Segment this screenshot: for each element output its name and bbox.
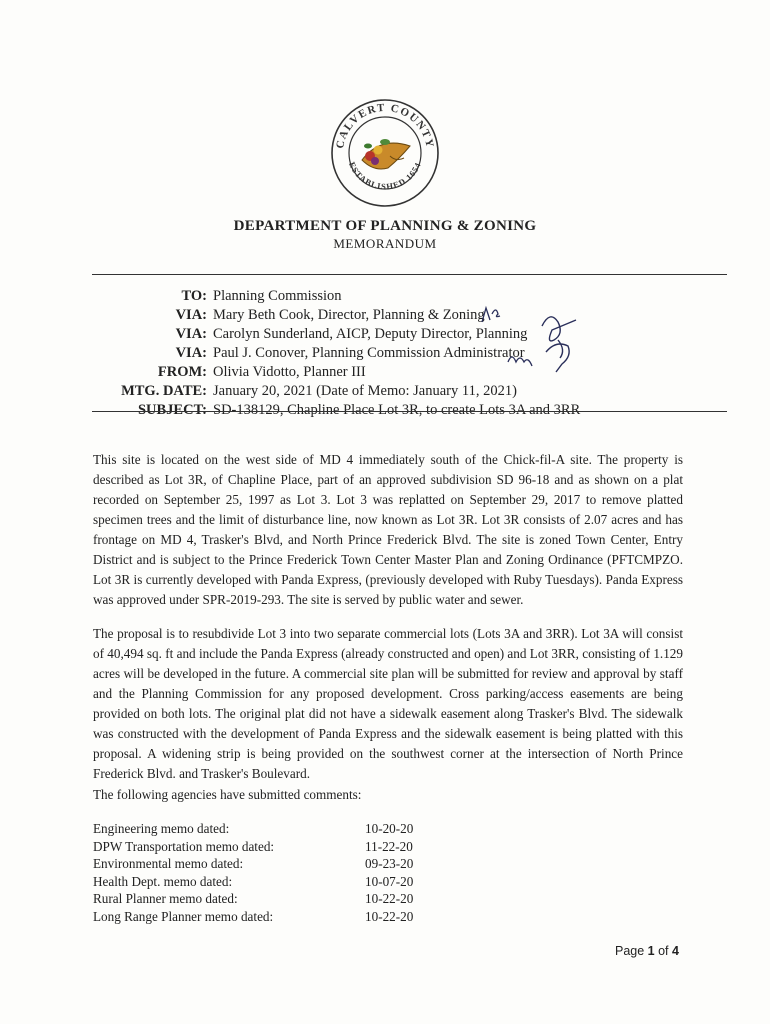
header-bottom-rule (92, 411, 727, 412)
paragraph-proposal: The proposal is to resubdivide Lot 3 into two separate commercial lots (Lots 3A and 3RR). Lot 3A will consist of 40,494 sq. ft and include the Panda Express (already constructed and open) and Lot 3RR, consisting of 1.129 acres will be developed in the future. A commercial site plan will be submitted for review and approval by staff and the Planning Commission for any proposed development. Cross parking/access easements are being provided on both lots. The original plat did not have a sidewalk easement along Trasker's Blvd. The sidewalk was constructed with the development of Panda Express and the sidewalk easement is being platted with this proposal. A widening strip is being provided on the southwest corner at the intersection of North Prince Frederick Blvd. and Trasker's Boulevard. (93, 626, 683, 781)
agency-date: 10-07-20 (365, 873, 414, 889)
agency-date: 10-22-20 (365, 908, 414, 924)
list-item (93, 891, 433, 909)
agency-date: 09-23-20 (365, 856, 414, 871)
header-value: Mary Beth Cook, Director, Planning & Zoning (213, 307, 485, 323)
page-prefix: Page (615, 944, 648, 958)
header-label: VIA: (175, 307, 207, 323)
header-row-to (0, 288, 770, 308)
header-label: TO: (181, 288, 207, 304)
header-row-subject (0, 402, 770, 422)
svg-text:CALVERT COUNTY: CALVERT COUNTY (334, 101, 436, 150)
list-item (93, 821, 433, 839)
header-label: MTG. DATE: (121, 383, 207, 399)
header-value: January 20, 2021 (Date of Memo: January 11, 2021) (213, 383, 517, 399)
paragraph-site-description: This site is located on the west side of MD 4 immediately south of the Chick-fil-A site. The property is described as Lot 3R, of Chapline Place, part of an approved subdivision SD 96-18 and as shown on a plat recorded on September 25, 1997 as Lot 3. Lot 3 was replatted on September 29, 2017 to remove platted specimen trees and the limit of disturbance line, now known as Lot 3R. Lot 3R consists of 2.07 acres and has frontage on MD 4, Trasker's Blvd, and North Prince Frederick Blvd. The site is zoned Town Center, Entry District and is subject to the Prince Frederick Town Center Master Plan and Zoning Ordinance (PFTCMPZO. Lot 3R is currently developed with Panda Express, (previously developed with Ruby Tuesdays). Panda Express was approved under SPR-2019-293. The site is served by public water and sewer. (93, 452, 683, 607)
agency-name: Engineering memo dated: (93, 821, 230, 836)
agency-name: Rural Planner memo dated: (93, 891, 238, 906)
page-current: 1 (647, 944, 655, 958)
header-value: Olivia Vidotto, Planner III (213, 364, 366, 380)
agency-comments-list (93, 821, 433, 926)
svg-text:ESTABLISHED 1654: ESTABLISHED 1654 (347, 160, 423, 192)
header-row-via-administrator (0, 345, 770, 365)
agency-date: 10-22-20 (365, 891, 414, 906)
agency-date: 11-22-20 (365, 838, 413, 854)
header-row-from (0, 364, 770, 384)
page-number-footer (615, 944, 679, 958)
agency-name: Health Dept. memo dated: (93, 873, 233, 889)
agency-name: Long Range Planner memo dated: (93, 908, 274, 924)
memo-type: MEMORANDUM (333, 236, 437, 251)
agency-date: 10-20-20 (365, 821, 414, 836)
department-title: DEPARTMENT OF PLANNING & ZONING (233, 218, 537, 234)
list-item (93, 874, 433, 892)
agency-name: Environmental memo dated: (93, 856, 244, 871)
header-row-meeting-date (0, 383, 770, 403)
page-total: 4 (672, 944, 679, 958)
header-label: VIA: (175, 345, 207, 361)
paragraph-agencies-intro: The following agencies have submitted comments: (93, 787, 362, 802)
list-item (93, 909, 433, 927)
header-label: VIA: (175, 326, 207, 342)
agency-name: DPW Transportation memo dated: (93, 838, 275, 854)
header-label: FROM: (157, 364, 207, 380)
header-row-via-deputy (0, 326, 770, 346)
header-value: SD-138129, Chapline Place Lot 3R, to create Lots 3A and 3RR (213, 402, 581, 418)
header-value: Carolyn Sunderland, AICP, Deputy Director, Planning (213, 326, 528, 342)
header-row-via-director (0, 307, 770, 327)
list-item (93, 839, 433, 857)
page-of: of (654, 944, 672, 958)
header-label: SUBJECT: (137, 402, 207, 418)
header-value: Paul J. Conover, Planning Commission Administrator (213, 345, 525, 361)
list-item (93, 856, 433, 874)
header-value: Planning Commission (213, 288, 342, 304)
county-seal-logo (330, 98, 440, 208)
header-top-rule (92, 274, 727, 275)
